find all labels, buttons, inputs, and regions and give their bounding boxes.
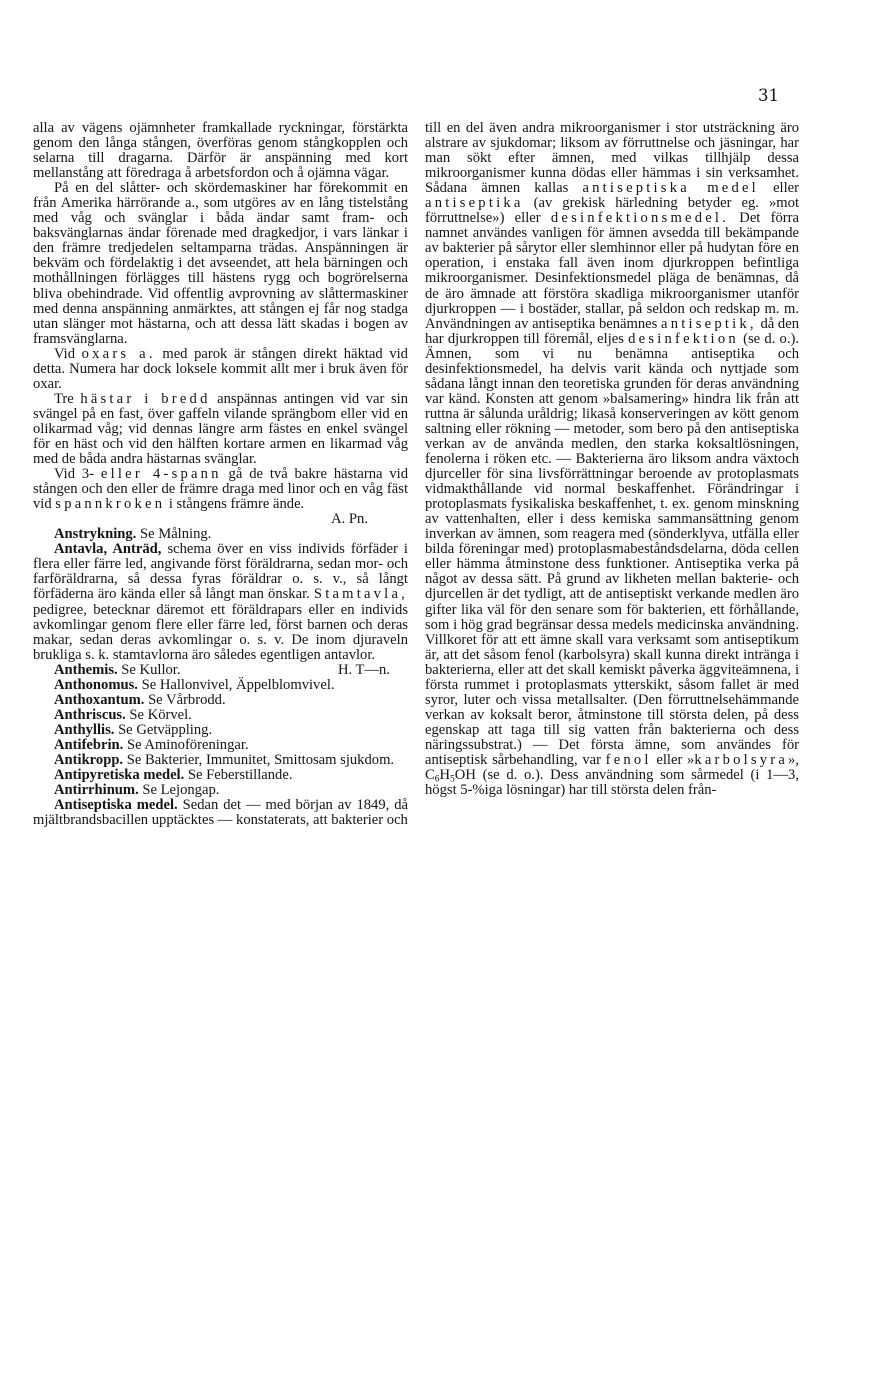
- entry-antifebrin: Antifebrin. Se Aminoföreningar.: [54, 736, 249, 753]
- headword: Antavla, Anträd,: [54, 541, 162, 558]
- headword: Antipyretiska medel.: [54, 767, 185, 784]
- paragraph: Vid 3- eller 4-spann gå de två bakre hästarna vid stången och den eller de främre draga med linor och en våg fäst vid spannkroken i stångens främre ände.: [33, 466, 408, 513]
- headword: Anthoxantum.: [54, 691, 145, 708]
- entry-anthonomus: Anthonomus. Se Hallonvivel, Äppelblomvivel.: [54, 676, 335, 693]
- headword: Antiseptiska medel.: [54, 797, 178, 814]
- page-number: 31: [758, 86, 779, 105]
- headword: Anthonomus.: [54, 676, 138, 693]
- entry-antavla: Antavla, Anträd, schema över en viss individs förfäder i flera eller färre led, angivande först föräldrarna, sedan mor- och farföräldrarna, så dessa fyras föräldrar o. s. v., så långt förfäderna äro kända eller så långt man önskar. Stamtavla, pedigree, betecknar däremot ett föräldrapars eller en individs avkomlingar genom flere eller färre led, först barnen och deras makar, sedan deras avkomlingar o. s. v. De inom djuraveln brukliga s. k. stamtavlorna äro således egentligen antavlor. H. T—n.: [33, 541, 408, 678]
- paragraph: Vid oxars a. med parok är stången direkt häktad vid detta. Numera har dock loksele kommit allt mer i bruk även för oxar.: [33, 345, 408, 392]
- entry-anstrykning: Anstrykning. Se Målning.: [54, 526, 212, 543]
- headword: Antirrhinum.: [54, 782, 139, 799]
- left-column: [33, 121, 408, 828]
- headword: Antifebrin.: [54, 736, 124, 753]
- entry-antikropp: Antikropp. Se Bakterier, Immunitet, Smittosam sjukdom.: [54, 751, 395, 768]
- entry-antipyretiska-medel: Antipyretiska medel. Se Feberstillande.: [54, 767, 293, 784]
- paragraph: till en del även andra mikroorganismer i stor utsträckning äro alstrare av sjukdomar; liksom av förruttnelse och jäsningar, har man sökt efter ämnen, med vilkas tillhjälp dessa mikroorganismer kunna dödas eller hämmas i sin verksamhet. Sådana ämnen kallas antiseptiska medel eller antiseptika (av grekisk härledning betyder eg. »mot förruttnelse») eller desinfektionsmedel. Det förra namnet användes vanligen för ämnen avsedda till bekämpande av bakterier på sårytor eller slemhinnor eller på hudytan före en operation, i enstaka fall även inom djurkroppen befintliga mikroorganismer. Desinfektionsmedel pläga de benämnas, då de äro ämnade att förstöra skadliga mikroorganismer utanför djurkroppen — i bostäder, stallar, på seldon och redskap m. m. Användningen av antiseptika benämnes antiseptik, då den har djurkroppen till föremål, eljes desinfektion (se d. o.). Ämnen, som vi nu benämna antiseptika och desinfektionsmedel, ha delvis varit kända och nyttjade som sådana långt innan den teoretiska grunden för deras användning var känd. Konsten att genom »balsamering» hindra lik från att ruttna är sålunda uråldrig; likaså konserveringen av kött genom saltning eller rökning — metoder, som bero på den antiseptiska verkan av de använda medlen, den starka koksaltlösningen, fenolerna i röken etc. — Bakterierna äro liksom andra växtoch djurceller för sina livsförrättningar beroende av protoplasmats vidmakthållande vid normal beskaffenhet. Förändringar i protoplasmats fysikaliska beskaffenhet, t. ex. genom minskning av vattenhalten, eller i dess kemiska sammansättning genom inverkan av ämnen, som reagera med (sönderklyva, utfälla eller bilda föreningar med) protoplasmabeståndsdelarna, döda cellen eller hämma åtminstone dess funktioner. Antiseptika verka på något av dessa sätt. På grund av likheten mellan bakterie- och djurcellen är det tydligt, att de antiseptiskt verkande medlen äro gifter lika väl för den senare som för bakterien, ett förhållande, som i hög grad begränsar dessa medels medicinska användning. Villkoret för att ett ämne skall vara verksamt som antiseptikum är, att det såsom fenol (karbolsyra) skall kunna direkt intränga i bakterierna, eller att det skall kemiskt påverka äggviteämnena, i första rummet i protoplasmats ytterskikt, såsom fallet är med syror, luter och vissa metallsalter. (Den förruttnelsehämmande verkan av koksalt beror, åtminstone till största delen, på dess egenskap att taga till sig vatten från bakterierna och dess näringssubstrat.) — Det första ämne, som användes för antiseptisk sårbehandling, var fenol eller »karbolsyra», $C_6H_5OH$ (se d. o.). Dess användning som sårmedel (i 1—3, högst 5-%iga lösningar) har till största delen från-: [425, 120, 799, 799]
- entry-anthyllis: Anthyllis. Se Getväppling.: [54, 721, 213, 738]
- chemical-formula: $C_6H_5OH$: [425, 767, 476, 785]
- headword: Anthriscus.: [54, 706, 126, 723]
- entry-anthriscus: Anthriscus. Se Körvel.: [54, 706, 192, 723]
- author-signature: A. Pn.: [331, 511, 368, 528]
- entry-anthoxantum: Anthoxantum. Se Vårbrodd.: [54, 691, 226, 708]
- paragraph: alla av vägens ojämnheter framkallade ryckningar, förstärkta genom den långa stången, överföras genom stångkopplen och selarna till dragarna. Därför är anspänning med kort mellanstång att föredraga å arbetsfordon och å ojämna vägar.: [33, 120, 408, 182]
- entry-antiseptiska-medel: Antiseptiska medel. Sedan det — med början av 1849, då mjältbrandsbacillen upptäcktes — konstaterats, att bakterier och: [33, 797, 408, 829]
- headword: Anthemis.: [54, 661, 118, 678]
- entry-antirrhinum: Antirrhinum. Se Lejongap.: [54, 782, 220, 799]
- entry-anthemis: Anthemis. Se Kullor.: [54, 661, 181, 678]
- author-signature: H. T—n.: [337, 661, 390, 678]
- headword: Anthyllis.: [54, 721, 115, 738]
- headword: Antikropp.: [54, 751, 124, 768]
- headword: Anstrykning.: [54, 526, 137, 543]
- right-column: [425, 121, 799, 798]
- paragraph: Tre hästar i bredd anspännas antingen vid var sin svängel på en fast, över gaffeln vilande sprängbom eller vid en olikarmad våg; vid dennas längre arm fästes en enkel svängel för en häst och vid den hälften kortare armen en likarmad våg med de båda andra hästarnas svänglar.: [33, 390, 408, 468]
- paragraph: På en del slåtter- och skördemaskiner har förekommit en från Amerika härrörande a., som utgöres av en lång tistelstång med våg och svänglar i båda ändar samt fram- och baksvänglarnas ändar förenade med dragkedjor, i vars länkar i den främre tredjedelen seltamparna trädas. Anspänningen är bekväm och fördelaktig i det avseendet, att hela bärningen och mothållningen förlägges till hästens rygg och bogrörelserna bliva obehindrade. Vid offentlig avprovning av slåttermaskiner med denna anspänning anmärktes, att stången ej får nog stadga utan slänger mot hästarna, och att dessa lätt skadas i bogen av framsvänglarna.: [33, 180, 408, 347]
